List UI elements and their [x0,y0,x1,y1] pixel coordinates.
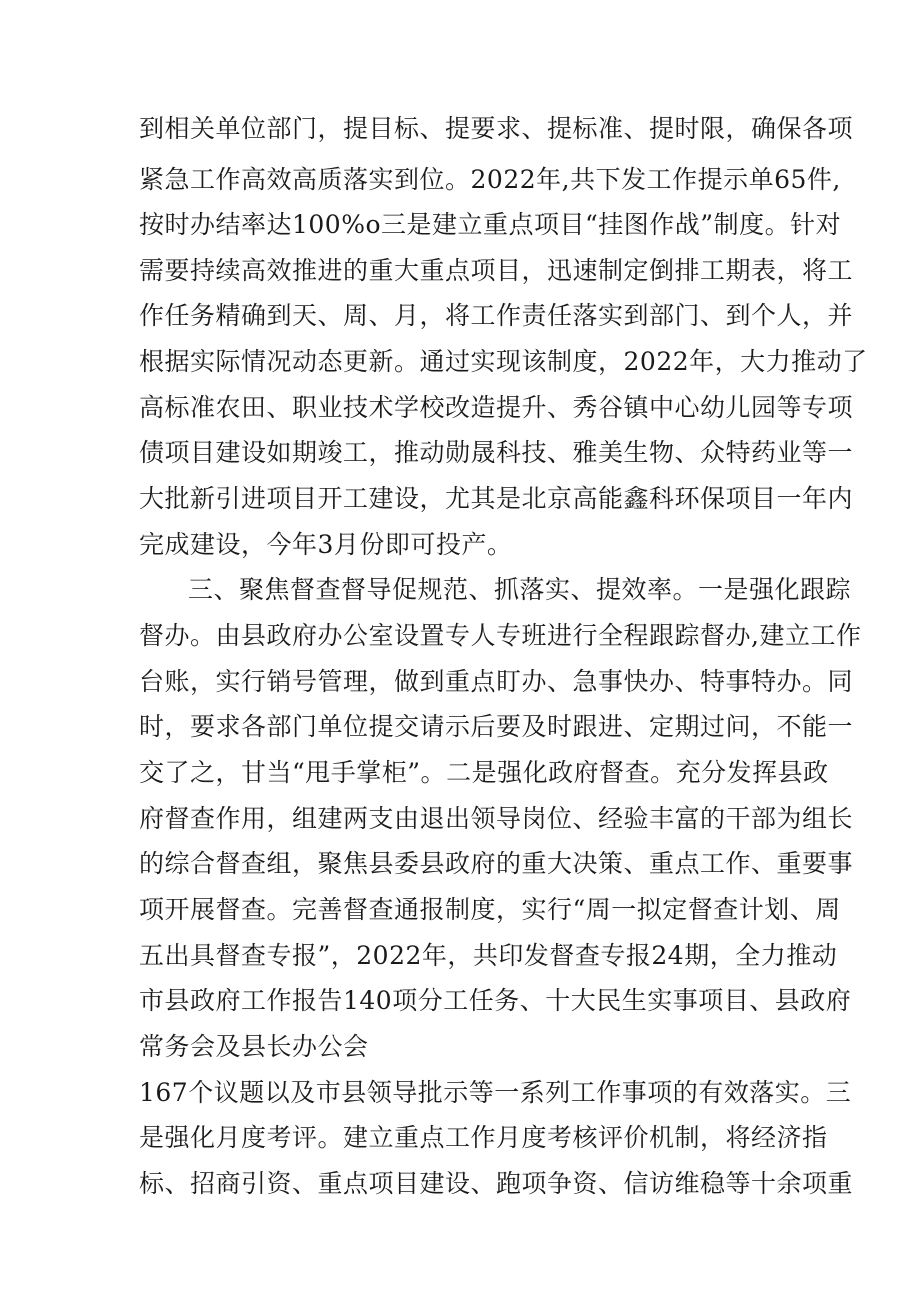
text-line: 时，要求各部门单位提交请示后要及时跟进、定期过问，不能一 [139,712,854,741]
text-line: 完成建设，今年3月份即可投产。 [139,530,513,559]
text-line: 府督查作用，组建两支由退出领导岗位、经验丰富的干部为组长 [139,804,854,833]
text-line: 167个议题以及市县领导批示等一系列工作事项的有效落实。三 [139,1078,852,1107]
text-line: 常务会及县长办公会 [139,1032,369,1061]
text-line: 是强化月度考评。建立重点工作月度考核评价机制，将经济指 [139,1123,828,1152]
text-line: 高标准农田、职业技术学校改造提升、秀谷镇中心幼儿园等专项 [139,393,854,422]
text-line: 作任务精确到天、周、月，将工作责任落实到部门、到个人，并 [139,301,854,330]
text-line: 债项目建设如期竣工，推动勋晟科技、雅美生物、众特药业等一 [139,438,854,467]
text-line: 紧急工作高效高质落实到位。2022年,共下发工作提示单65件, [139,165,841,194]
paragraph-heading-line: 三、聚焦督查督导促规范、抓落实、提效率。一是强化跟踪 [188,575,852,604]
text-line: 按时办结率达100%o三是建立重点项目“挂图作战”制度。针对 [139,210,842,239]
text-line: 交了之，甘当“甩手掌柜”。二是强化政府督查。充分发挥县政 [139,758,829,787]
text-line: 根据实际情况动态更新。通过实现该制度，2022年，大力推动了 [139,347,868,376]
text-line: 标、招商引资、重点项目建设、跑项争资、信访维稳等十余项重 [139,1169,854,1198]
text-line: 项开展督查。完善督查通报制度，实行“周一拟定督查计划、周 [139,895,841,924]
text-line: 需要持续高效推进的重大重点项目，迅速制定倒排工期表，将工 [139,256,854,285]
text-line: 大批新引进项目开工建设，尤其是北京高能鑫科环保项目一年内 [139,484,854,513]
text-line: 到相关单位部门，提目标、提要求、提标准、提时限，确保各项 [139,114,854,143]
text-line: 市县政府工作报告140项分工任务、十大民生实事项目、县政府 [139,986,852,1015]
text-line: 的综合督查组，聚焦县委县政府的重大决策、重点工作、重要事 [139,849,854,878]
text-line: 五出具督查专报”，2022年，共印发督查专报24期，全力推动 [139,941,838,970]
text-line: 督办。由县政府办公室设置专人专班进行全程跟踪督办,建立工作 [139,621,862,650]
text-line: 台账，实行销号管理，做到重点盯办、急事快办、特事特办。同 [139,667,854,696]
